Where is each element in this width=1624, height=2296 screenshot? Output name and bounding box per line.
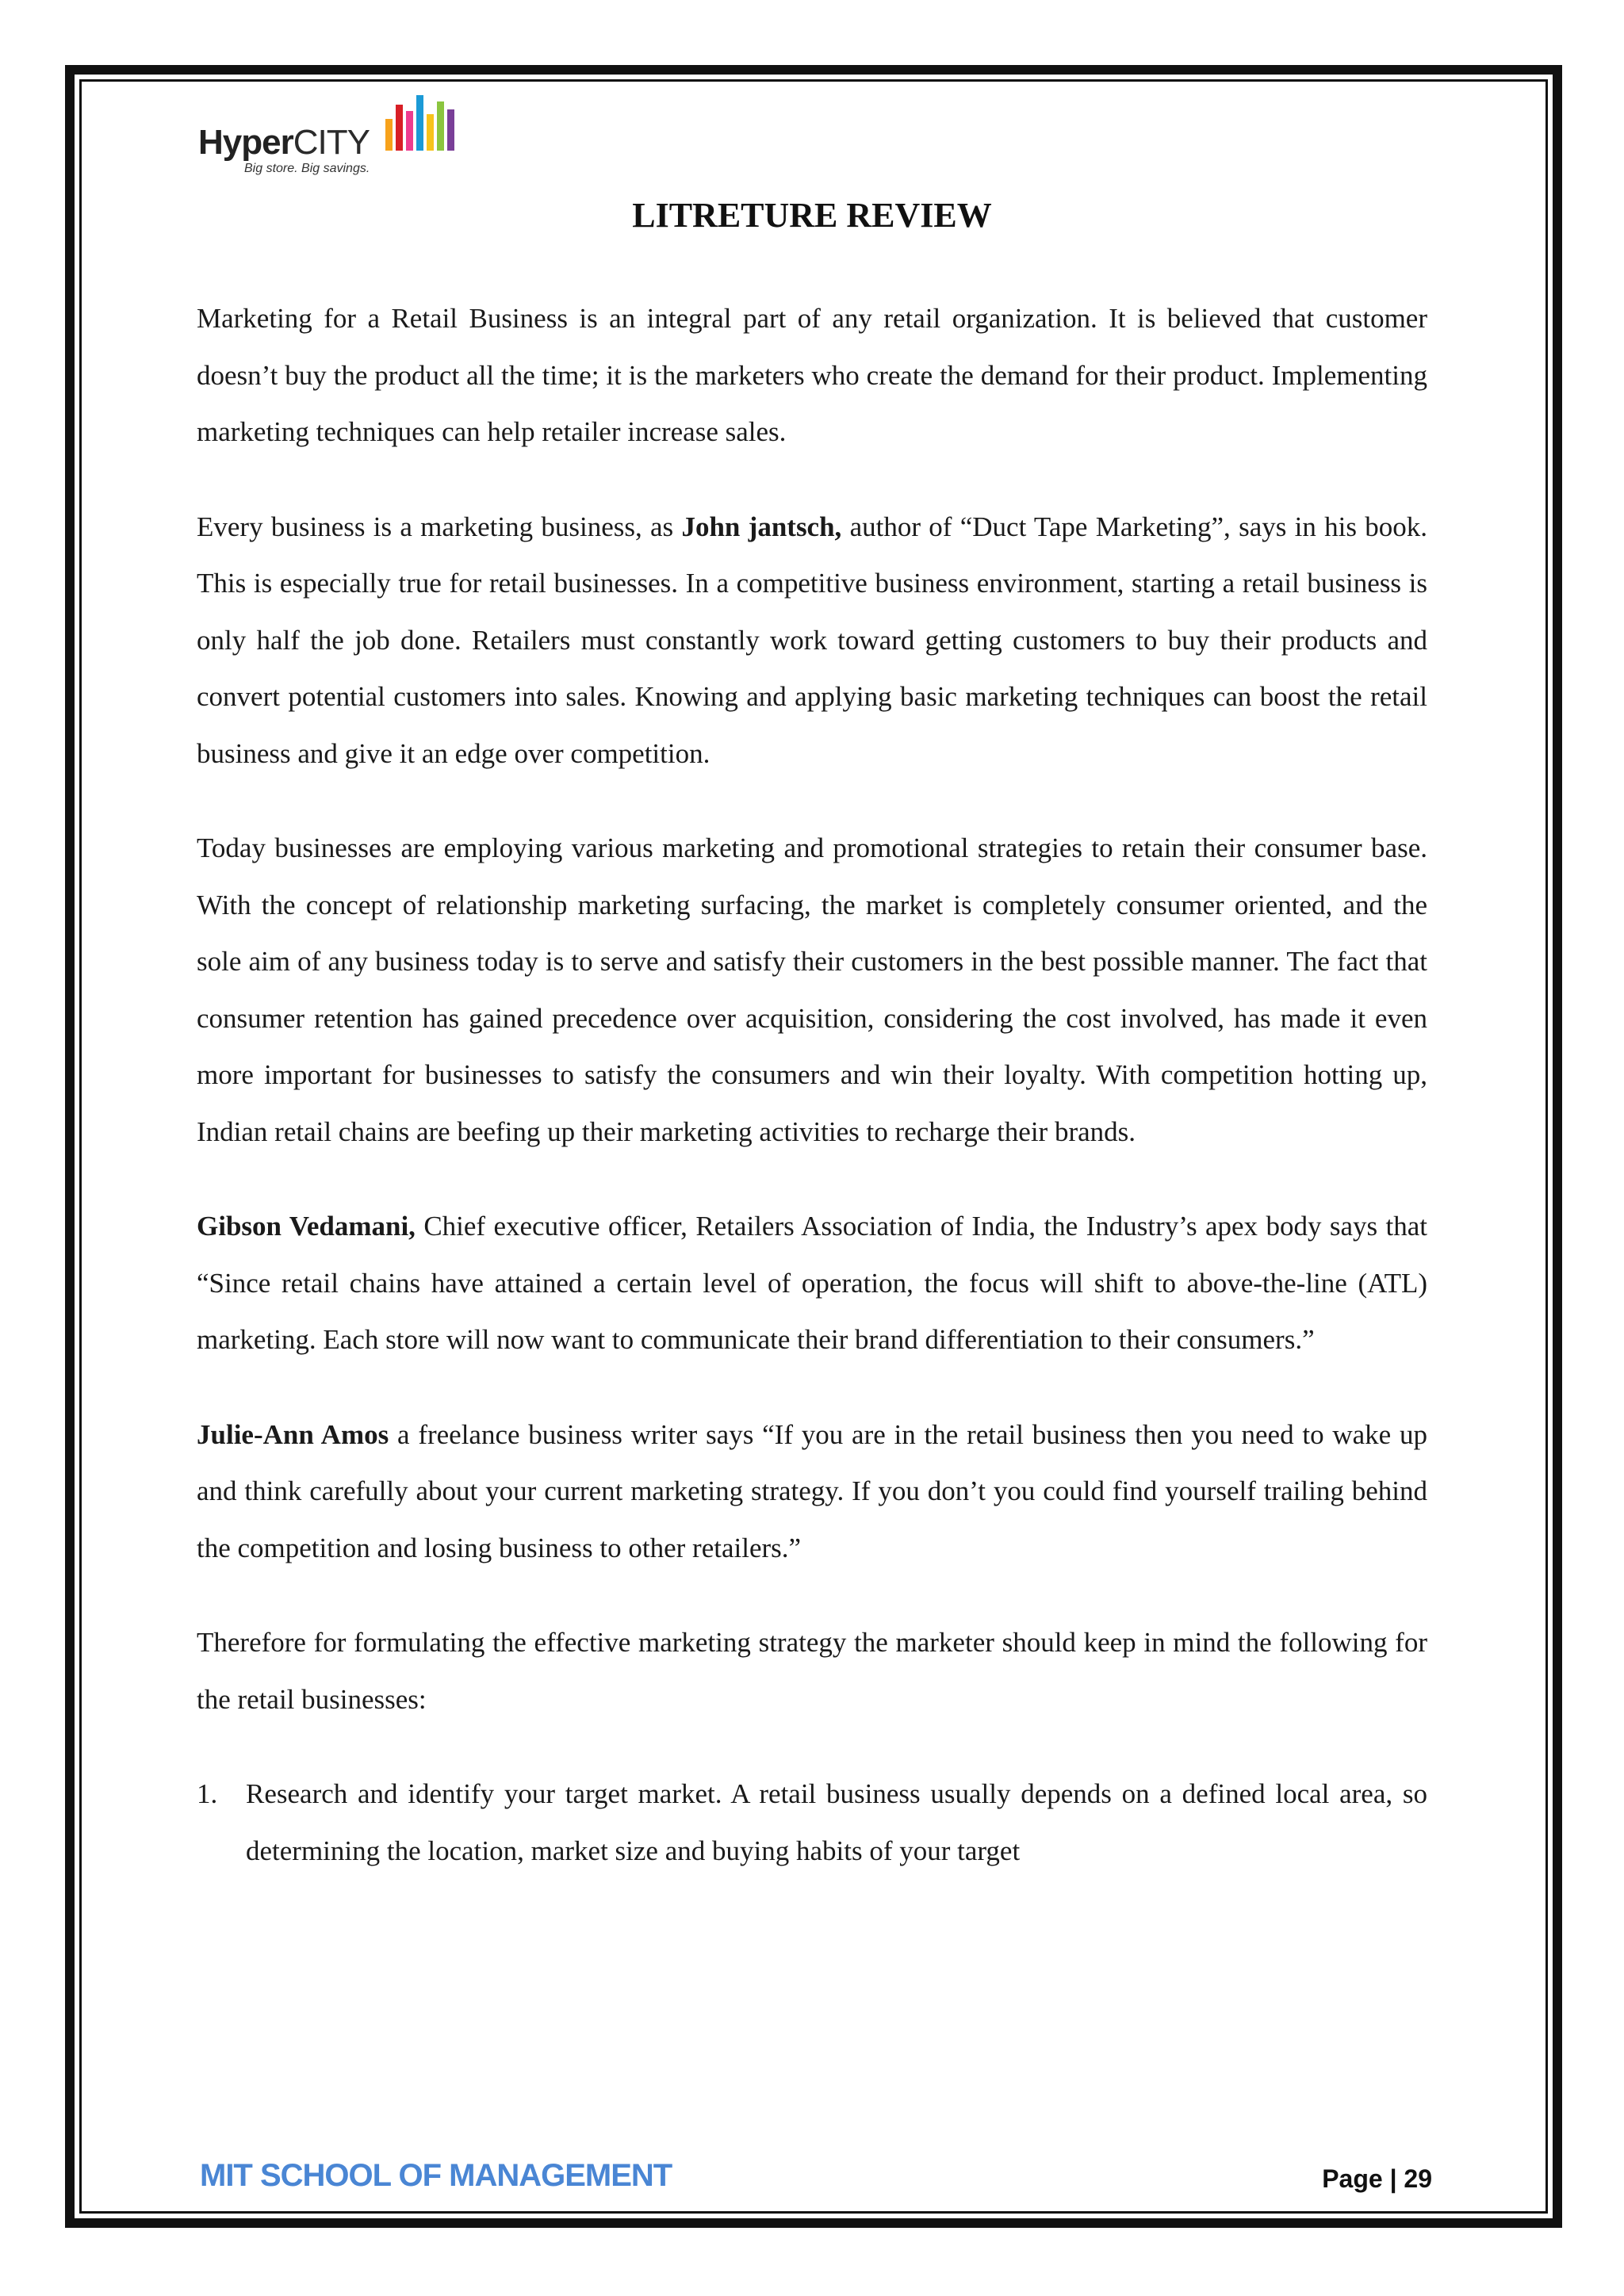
paragraph-4-rest: Chief executive officer, Retailers Association of India, the Industry’s apex body says that “Since retail chains have attained a certain level of operation, the focus will shift to above-the-line (ATL) marketing. Each store will now want to communicate their brand differentiation to their consumers.” <box>197 1211 1427 1355</box>
logo-tagline: Big store. Big savings. <box>244 162 370 175</box>
logo-bars-icon <box>382 94 458 151</box>
paragraph-4 <box>197 1198 1427 1368</box>
paragraph-2 <box>197 499 1427 783</box>
logo-word-city: CITY <box>293 123 370 162</box>
logo-bar <box>385 119 393 151</box>
list-item-text: Research and identify your target market. A retail business usually depends on a defined local area, so determining the location, market size and buying habits of your target <box>246 1778 1427 1866</box>
logo-bar <box>396 105 403 151</box>
logo-bar <box>437 101 444 151</box>
paragraph-1: Marketing for a Retail Business is an integral part of any retail organization. It is believed that customer doesn’t buy the product all the time; it is the marketers who create the demand for their product. Implementing marketing techniques can help retailer increase sales. <box>197 303 1427 447</box>
logo-bar <box>447 109 454 151</box>
logo-wordmark <box>198 125 370 160</box>
paragraph-5 <box>197 1406 1427 1577</box>
logo-bar <box>416 95 423 151</box>
list-item <box>197 1766 1427 1879</box>
logo-bar <box>427 114 434 151</box>
hypercity-logo <box>198 94 460 181</box>
body-text <box>197 290 1427 1879</box>
logo-word-hyper: Hyper <box>198 123 293 162</box>
footer-page-number: Page | 29 <box>1322 2164 1432 2193</box>
paragraph-2-lead: Every business is a marketing business, as <box>197 511 682 542</box>
person-name-gibson-vedamani: Gibson Vedamani, <box>197 1211 416 1242</box>
person-name-julie-ann-amos: Julie-Ann Amos <box>197 1418 389 1450</box>
paragraph-3: Today businesses are employing various marketing and promotional strategies to retain their consumer base. With the concept of relationship marketing surfacing, the market is completely consumer oriented, and the sole aim of any business today is to serve and satisfy their customers in the best possible manner. The fact that consumer retention has gained precedence over acquisition, considering the cost involved, has made it even more important for businesses to satisfy the consumers and win their loyalty. With competition hotting up, Indian retail chains are beefing up their marketing activities to recharge their brands. <box>197 832 1427 1147</box>
logo-bar <box>406 111 413 151</box>
paragraph-5-rest: a freelance business writer says “If you are in the retail business then you need to wake up and think carefully about your current marketing strategy. If you don’t you could find yourself trailing behind the competition and losing business to other retailers.” <box>197 1418 1427 1563</box>
paragraph-6: Therefore for formulating the effective marketing strategy the marketer should keep in mind the following for the retail businesses: <box>197 1627 1427 1715</box>
numbered-list <box>197 1766 1427 1879</box>
author-name-john-jantsch: John jantsch, <box>681 511 842 542</box>
footer-school-name: MIT SCHOOL OF MANAGEMENT <box>200 2158 672 2193</box>
paragraph-2-rest: author of “Duct Tape Marketing”, says in his book. This is especially true for retail businesses. In a competitive business environment, starting a retail business is only half the job done. Retailers must constantly work toward getting customers to buy their products and convert potential customers into sales. Knowing and applying basic marketing techniques can boost the retail business and give it an edge over competition. <box>197 511 1428 769</box>
list-item-number: 1. <box>197 1778 218 1809</box>
page-title: LITRETURE REVIEW <box>632 196 992 235</box>
